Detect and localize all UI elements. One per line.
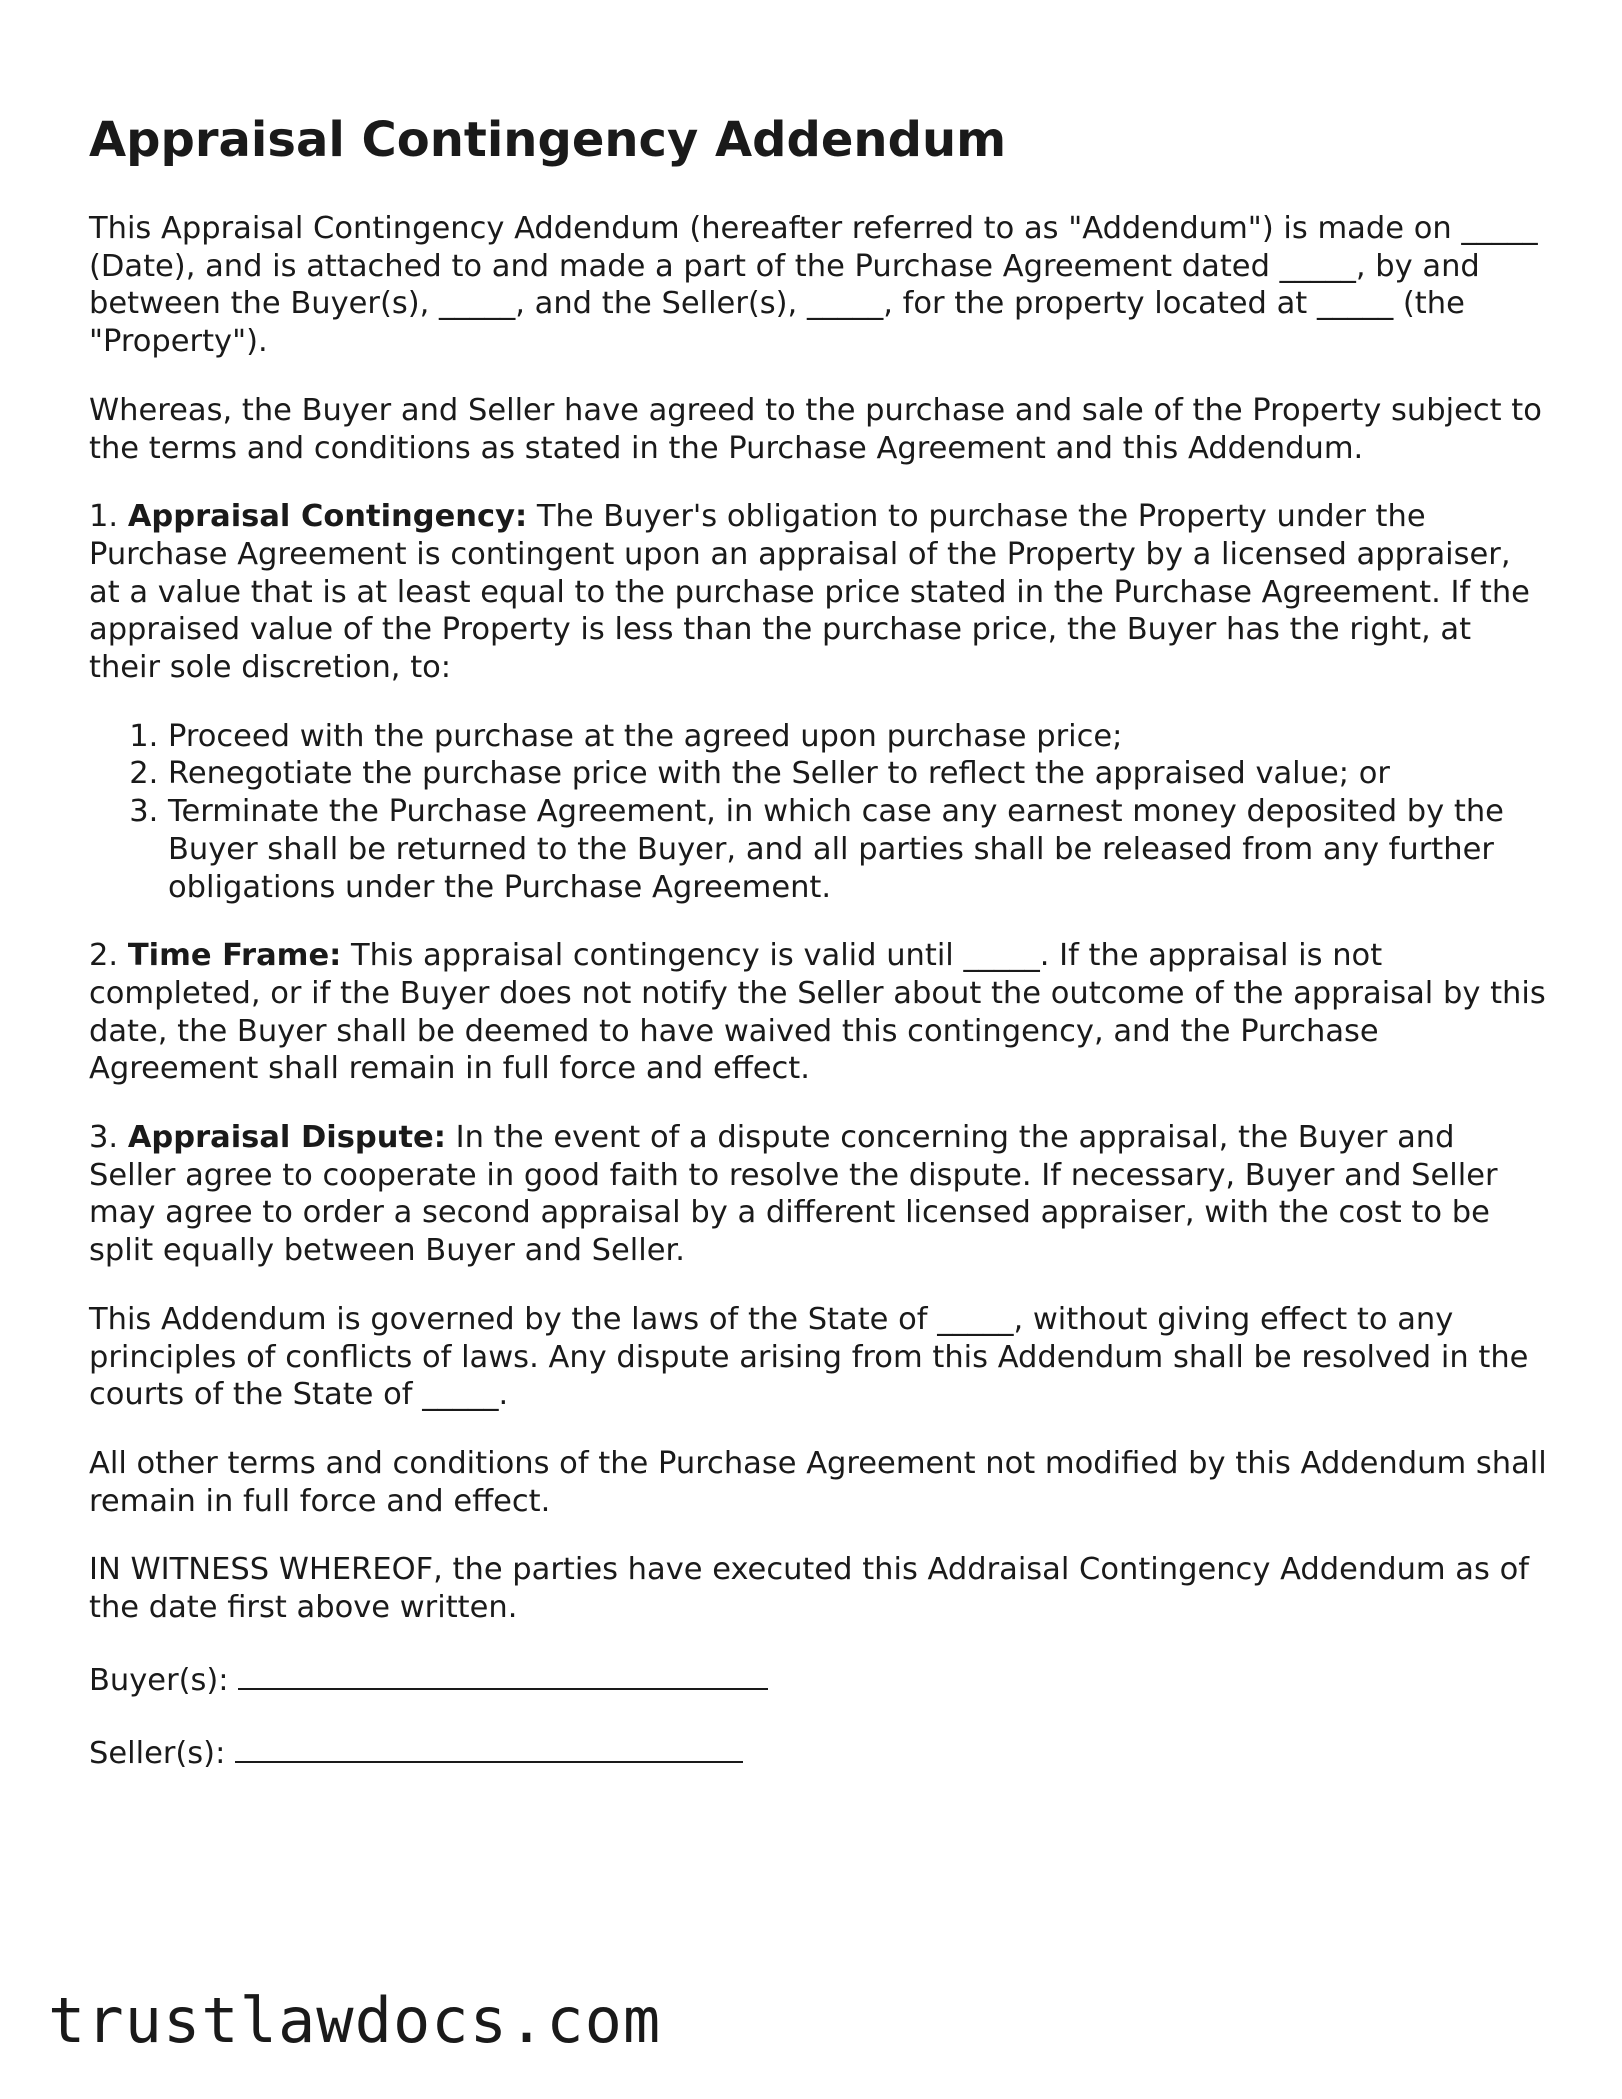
section-number: 2. xyxy=(89,938,119,974)
buyer-options-list xyxy=(89,718,1549,907)
section-number: 3. xyxy=(89,1120,119,1156)
watermark: trustlawdocs.com xyxy=(48,1984,662,2057)
intro-paragraph: This Appraisal Contingency Addendum (hereafter referred to as "Addendum") is made on _____ (Date), and is attached to and made a part of the Purchase Agreement dated _____, by and between the Buyer(s), _____, and the Seller(s), _____, for the property located at _____ (the "Property"). xyxy=(89,211,1538,360)
section-number: 1. xyxy=(89,499,119,535)
seller-signature-line[interactable] xyxy=(235,1731,743,1763)
witness-paragraph: IN WITNESS WHEREOF, the parties have executed this Addraisal Contingency Addendum as of the date first above written. xyxy=(89,1552,1529,1626)
section-appraisal-dispute xyxy=(89,1119,1549,1270)
list-item: 1. Proceed with the purchase at the agreed upon purchase price; xyxy=(168,718,1549,756)
section-heading: Appraisal Contingency: xyxy=(127,499,528,535)
buyer-signature-row xyxy=(89,1658,1549,1700)
section-text: This appraisal contingency is valid until _____. If the appraisal is not completed, or if the Buyer does not notify the Seller about the outcome of the appraisal by this date, the Buyer shall be deemed to have waived this contingency, and the Purchase Agreement shall remain in full force and effect. xyxy=(89,938,1546,1087)
whereas-paragraph: Whereas, the Buyer and Seller have agreed to the purchase and sale of the Property subject to the terms and conditions as stated in the Purchase Agreement and this Addendum. xyxy=(89,392,1542,466)
seller-signature-label: Seller(s): xyxy=(89,1735,226,1771)
buyer-signature-line[interactable] xyxy=(238,1658,768,1690)
list-item: 3. Terminate the Purchase Agreement, in which case any earnest money deposited by the Buyer shall be returned to the Buyer, and all parties shall be released from any further obligations under the Purchase Agreement. xyxy=(168,793,1549,906)
section-heading: Appraisal Dispute: xyxy=(127,1120,446,1156)
governing-law-paragraph: This Addendum is governed by the laws of the State of _____, without giving effect to any principles of conflicts of laws. Any dispute arising from this Addendum shall be resolved in the courts of the State of _____. xyxy=(89,1301,1529,1413)
section-appraisal-contingency xyxy=(89,498,1549,687)
section-text: In the event of a dispute concerning the appraisal, the Buyer and Seller agree to cooperate in good faith to resolve the dispute. If necessary, Buyer and Seller may agree to order a second appraisal by a different licensed appraiser, with the cost to be split equally between Buyer and Seller. xyxy=(89,1120,1498,1269)
buyer-signature-label: Buyer(s): xyxy=(89,1662,229,1698)
list-item: 2. Renegotiate the purchase price with the Seller to reflect the appraised value; or xyxy=(168,755,1549,793)
section-time-frame xyxy=(89,937,1549,1088)
seller-signature-row xyxy=(89,1731,1549,1773)
section-text: The Buyer's obligation to purchase the Property under the Purchase Agreement is contingent upon an appraisal of the Property by a licensed appraiser, at a value that is at least equal to the purchase price stated in the Purchase Agreement. If the appraised value of the Property is less than the purchase price, the Buyer has the right, at their sole discretion, to: xyxy=(89,499,1530,686)
section-heading: Time Frame: xyxy=(127,938,342,974)
document-page xyxy=(89,110,1549,1803)
other-terms-paragraph: All other terms and conditions of the Purchase Agreement not modified by this Addendum shall remain in full force and effect. xyxy=(89,1445,1547,1519)
document-title: Appraisal Contingency Addendum xyxy=(89,112,1007,168)
